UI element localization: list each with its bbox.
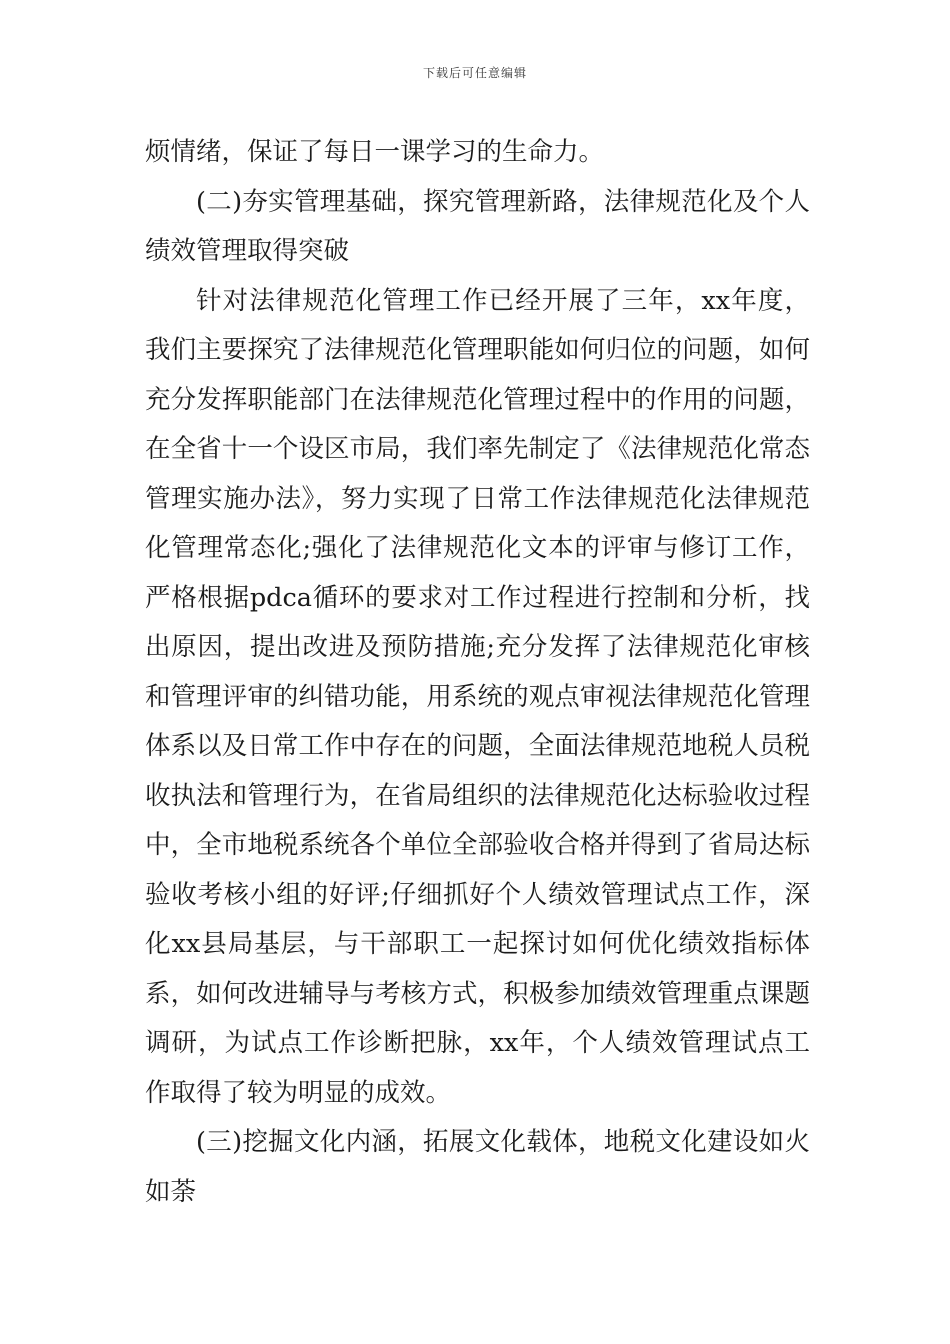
section-heading-two: (二)夯实管理基础，探究管理新路，法律规范化及个人绩效管理取得突破: [145, 186, 810, 266]
section-heading-three: (三)挖掘文化内涵，拓展文化载体，地税文化建设如火如荼: [145, 1127, 810, 1207]
paragraph-body: 针对法律规范化管理工作已经开展了三年，xx年度，我们主要探究了法律规范化管理职能如何归位的问题，如何充分发挥职能部门在法律规范化管理过程中的作用的问题，在全省十一个设区市局，我们率先制定了《法律规范化常态管理实施办法》，努力实现了日常工作法律规范化法律规范化管理常态化;强化了法律规范化文本的评审与修订工作，严格根据pdca循环的要求对工作过程进行控制和分析，找出原因，提出改进及预防措施;充分发挥了法律规范化审核和管理评审的纠错功能，用系统的观点审视法律规范化管理体系以及日常工作中存在的问题，全面法律规范地税人员税收执法和管理行为，在省局组织的法律规范化达标验收过程中，全市地税系统各个单位全部验收合格并得到了省局达标验收考核小组的好评;仔细抓好个人绩效管理试点工作，深化xx县局基层，与干部职工一起探讨如何优化绩效指标体系，如何改进辅导与考核方式，积极参加绩效管理重点课题调研，为试点工作诊断把脉，xx年，个人绩效管理试点工作取得了较为明显的成效。: [145, 285, 810, 1108]
page-header-note: 下载后可任意编辑: [422, 66, 527, 80]
document-body: [145, 128, 810, 1217]
paragraph-continuation: 烦情绪，保证了每日一课学习的生命力。: [145, 137, 605, 167]
